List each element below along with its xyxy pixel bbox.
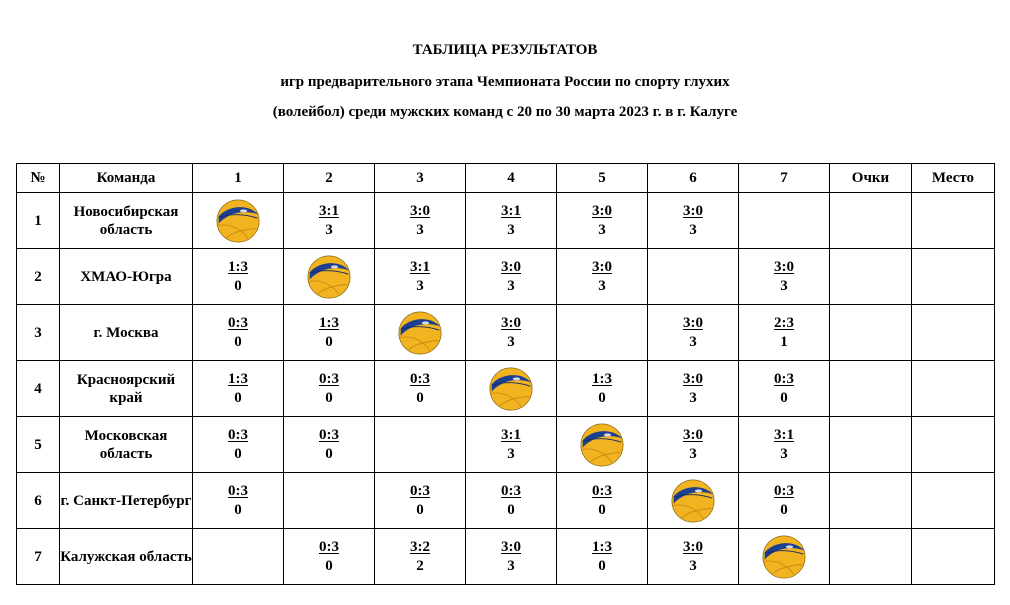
- match-points: 3: [598, 277, 606, 294]
- header-col-5: 5: [557, 164, 648, 193]
- volleyball-icon: [215, 198, 261, 244]
- document-subtitle-line1: игр предварительного этапа Чемпионата России по спорту глухих: [280, 74, 730, 90]
- place-cell: [912, 305, 995, 361]
- match-cell: [193, 361, 284, 417]
- match-cell: [739, 193, 830, 249]
- match-result: [319, 538, 339, 576]
- set-score: 0:3: [774, 482, 794, 499]
- match-result: [410, 258, 430, 296]
- match-cell: [375, 417, 466, 473]
- set-score: 0:3: [410, 482, 430, 499]
- set-score: 3:0: [592, 258, 612, 275]
- set-score: 0:3: [228, 482, 248, 499]
- match-cell: [193, 473, 284, 529]
- match-points: 2: [416, 557, 424, 574]
- match-points: 3: [689, 333, 697, 350]
- match-result: [683, 426, 703, 464]
- row-number: 6: [17, 473, 60, 529]
- match-points: 0: [234, 501, 242, 518]
- match-result: [319, 370, 339, 408]
- match-cell: [284, 473, 375, 529]
- set-score: 0:3: [319, 370, 339, 387]
- match-cell: [193, 417, 284, 473]
- match-points: 3: [689, 221, 697, 238]
- set-score: 3:2: [410, 538, 430, 555]
- self-match-cell: [648, 473, 739, 529]
- row-number: 5: [17, 417, 60, 473]
- match-cell: [193, 305, 284, 361]
- match-points: 3: [507, 277, 515, 294]
- match-result: [501, 258, 521, 296]
- total-points-cell: [830, 473, 912, 529]
- volleyball-icon-wrap: [193, 198, 283, 244]
- row-number: 1: [17, 193, 60, 249]
- match-cell: [466, 305, 557, 361]
- match-cell: [284, 361, 375, 417]
- self-match-cell: [557, 417, 648, 473]
- match-result: [501, 314, 521, 352]
- match-result: [683, 538, 703, 576]
- match-result: [228, 370, 248, 408]
- team-name: Красноярский край: [60, 361, 193, 417]
- header-col-4: 4: [466, 164, 557, 193]
- match-points: 0: [780, 501, 788, 518]
- team-name: Новосибирская область: [60, 193, 193, 249]
- set-score: 3:1: [501, 426, 521, 443]
- team-name: г. Москва: [60, 305, 193, 361]
- match-cell: [466, 417, 557, 473]
- match-cell: [557, 473, 648, 529]
- header-num: №: [17, 164, 60, 193]
- match-result: [774, 482, 794, 520]
- match-points: 0: [234, 445, 242, 462]
- place-cell: [912, 193, 995, 249]
- match-cell: [284, 529, 375, 585]
- match-result: [410, 202, 430, 240]
- set-score: 0:3: [319, 426, 339, 443]
- match-points: 3: [598, 221, 606, 238]
- match-result: [228, 426, 248, 464]
- match-cell: [739, 473, 830, 529]
- set-score: 0:3: [228, 314, 248, 331]
- match-result: [774, 426, 794, 464]
- total-points-cell: [830, 249, 912, 305]
- total-points-cell: [830, 361, 912, 417]
- table-body: [17, 193, 995, 585]
- match-points: 3: [507, 221, 515, 238]
- volleyball-icon: [670, 478, 716, 524]
- table-row: [17, 305, 995, 361]
- set-score: 0:3: [592, 482, 612, 499]
- table-header-row: [17, 164, 995, 193]
- header-team: Команда: [60, 164, 193, 193]
- set-score: 0:3: [410, 370, 430, 387]
- set-score: 0:3: [774, 370, 794, 387]
- place-cell: [912, 473, 995, 529]
- set-score: 3:0: [501, 314, 521, 331]
- set-score: 1:3: [592, 538, 612, 555]
- match-points: 0: [416, 389, 424, 406]
- match-points: 3: [780, 445, 788, 462]
- header-col-7: 7: [739, 164, 830, 193]
- match-points: 0: [598, 501, 606, 518]
- match-points: 0: [325, 333, 333, 350]
- match-points: 3: [507, 445, 515, 462]
- self-match-cell: [284, 249, 375, 305]
- match-cell: [557, 529, 648, 585]
- match-points: 3: [507, 557, 515, 574]
- match-cell: [557, 305, 648, 361]
- match-points: 0: [325, 389, 333, 406]
- row-number: 2: [17, 249, 60, 305]
- match-cell: [193, 529, 284, 585]
- document-subtitle-line2: (волейбол) среди мужских команд с 20 по 30 марта 2023 г. в г. Калуге: [272, 104, 738, 120]
- match-result: [683, 202, 703, 240]
- table-row: [17, 529, 995, 585]
- set-score: 3:1: [501, 202, 521, 219]
- volleyball-icon: [761, 534, 807, 580]
- match-result: [410, 538, 430, 576]
- match-result: [592, 482, 612, 520]
- results-table: [16, 163, 995, 585]
- set-score: 0:3: [319, 538, 339, 555]
- table-row: [17, 417, 995, 473]
- header-col-6: 6: [648, 164, 739, 193]
- team-name: ХМАО-Югра: [60, 249, 193, 305]
- self-match-cell: [193, 193, 284, 249]
- match-result: [501, 538, 521, 576]
- match-result: [228, 482, 248, 520]
- set-score: 1:3: [592, 370, 612, 387]
- match-cell: [739, 249, 830, 305]
- match-result: [410, 370, 430, 408]
- match-cell: [375, 473, 466, 529]
- volleyball-icon-wrap: [284, 254, 374, 300]
- match-cell: [466, 249, 557, 305]
- place-cell: [912, 417, 995, 473]
- match-result: [410, 482, 430, 520]
- match-cell: [648, 193, 739, 249]
- match-points: 0: [325, 557, 333, 574]
- place-cell: [912, 529, 995, 585]
- match-cell: [193, 249, 284, 305]
- set-score: 3:0: [683, 426, 703, 443]
- volleyball-icon: [306, 254, 352, 300]
- volleyball-icon: [397, 310, 443, 356]
- match-result: [228, 258, 248, 296]
- set-score: 3:0: [410, 202, 430, 219]
- match-cell: [284, 305, 375, 361]
- match-cell: [375, 249, 466, 305]
- set-score: 3:1: [774, 426, 794, 443]
- match-result: [592, 370, 612, 408]
- volleyball-icon-wrap: [375, 310, 465, 356]
- set-score: 3:0: [774, 258, 794, 275]
- match-cell: [648, 417, 739, 473]
- match-points: 3: [689, 445, 697, 462]
- match-points: 0: [780, 389, 788, 406]
- set-score: 3:0: [683, 202, 703, 219]
- match-points: 0: [234, 333, 242, 350]
- volleyball-icon-wrap: [466, 366, 556, 412]
- volleyball-icon-wrap: [648, 478, 738, 524]
- set-score: 1:3: [228, 258, 248, 275]
- total-points-cell: [830, 305, 912, 361]
- set-score: 1:3: [228, 370, 248, 387]
- match-cell: [648, 361, 739, 417]
- set-score: 3:0: [501, 258, 521, 275]
- match-points: 0: [416, 501, 424, 518]
- table-row: [17, 249, 995, 305]
- match-points: 3: [507, 333, 515, 350]
- match-cell: [284, 417, 375, 473]
- match-cell: [648, 305, 739, 361]
- team-name: Московская область: [60, 417, 193, 473]
- match-cell: [557, 249, 648, 305]
- match-points: 0: [234, 277, 242, 294]
- match-cell: [375, 193, 466, 249]
- match-result: [501, 482, 521, 520]
- row-number: 4: [17, 361, 60, 417]
- set-score: 3:0: [592, 202, 612, 219]
- total-points-cell: [830, 193, 912, 249]
- match-cell: [739, 305, 830, 361]
- header-col-2: 2: [284, 164, 375, 193]
- match-points: 3: [689, 557, 697, 574]
- match-points: 0: [507, 501, 515, 518]
- match-result: [774, 370, 794, 408]
- header-place: Место: [912, 164, 995, 193]
- volleyball-icon: [579, 422, 625, 468]
- match-cell: [466, 193, 557, 249]
- match-result: [319, 202, 339, 240]
- match-result: [774, 314, 794, 352]
- match-cell: [557, 361, 648, 417]
- match-cell: [375, 529, 466, 585]
- match-points: 0: [234, 389, 242, 406]
- document-title: ТАБЛИЦА РЕЗУЛЬТАТОВ: [412, 42, 598, 58]
- set-score: 3:0: [683, 370, 703, 387]
- self-match-cell: [375, 305, 466, 361]
- match-points: 0: [598, 557, 606, 574]
- match-cell: [284, 193, 375, 249]
- match-cell: [466, 529, 557, 585]
- match-points: 3: [689, 389, 697, 406]
- match-points: 1: [780, 333, 788, 350]
- total-points-cell: [830, 529, 912, 585]
- self-match-cell: [739, 529, 830, 585]
- match-result: [319, 314, 339, 352]
- match-cell: [375, 361, 466, 417]
- match-cell: [466, 473, 557, 529]
- match-cell: [648, 529, 739, 585]
- match-points: 0: [325, 445, 333, 462]
- match-points: 3: [416, 277, 424, 294]
- match-result: [501, 426, 521, 464]
- set-score: 3:0: [683, 538, 703, 555]
- volleyball-icon-wrap: [557, 422, 647, 468]
- set-score: 1:3: [319, 314, 339, 331]
- header-points: Очки: [830, 164, 912, 193]
- volleyball-icon-wrap: [739, 534, 829, 580]
- table-row: [17, 193, 995, 249]
- match-result: [683, 314, 703, 352]
- team-name: Калужская область: [60, 529, 193, 585]
- match-result: [683, 370, 703, 408]
- match-cell: [557, 193, 648, 249]
- volleyball-icon: [488, 366, 534, 412]
- match-points: 3: [325, 221, 333, 238]
- place-cell: [912, 249, 995, 305]
- match-cell: [739, 361, 830, 417]
- table-row: [17, 361, 995, 417]
- team-name: г. Санкт-Петербург: [60, 473, 193, 529]
- self-match-cell: [466, 361, 557, 417]
- total-points-cell: [830, 417, 912, 473]
- match-result: [592, 538, 612, 576]
- match-points: 3: [416, 221, 424, 238]
- match-result: [501, 202, 521, 240]
- match-result: [774, 258, 794, 296]
- match-result: [592, 202, 612, 240]
- place-cell: [912, 361, 995, 417]
- header-col-1: 1: [193, 164, 284, 193]
- match-cell: [648, 249, 739, 305]
- match-result: [319, 426, 339, 464]
- set-score: 0:3: [228, 426, 248, 443]
- match-points: 3: [780, 277, 788, 294]
- set-score: 3:1: [410, 258, 430, 275]
- header-col-3: 3: [375, 164, 466, 193]
- row-number: 3: [17, 305, 60, 361]
- table-row: [17, 473, 995, 529]
- set-score: 3:0: [501, 538, 521, 555]
- set-score: 0:3: [501, 482, 521, 499]
- set-score: 2:3: [774, 314, 794, 331]
- match-points: 0: [598, 389, 606, 406]
- match-result: [592, 258, 612, 296]
- match-cell: [739, 417, 830, 473]
- row-number: 7: [17, 529, 60, 585]
- set-score: 3:1: [319, 202, 339, 219]
- match-result: [228, 314, 248, 352]
- set-score: 3:0: [683, 314, 703, 331]
